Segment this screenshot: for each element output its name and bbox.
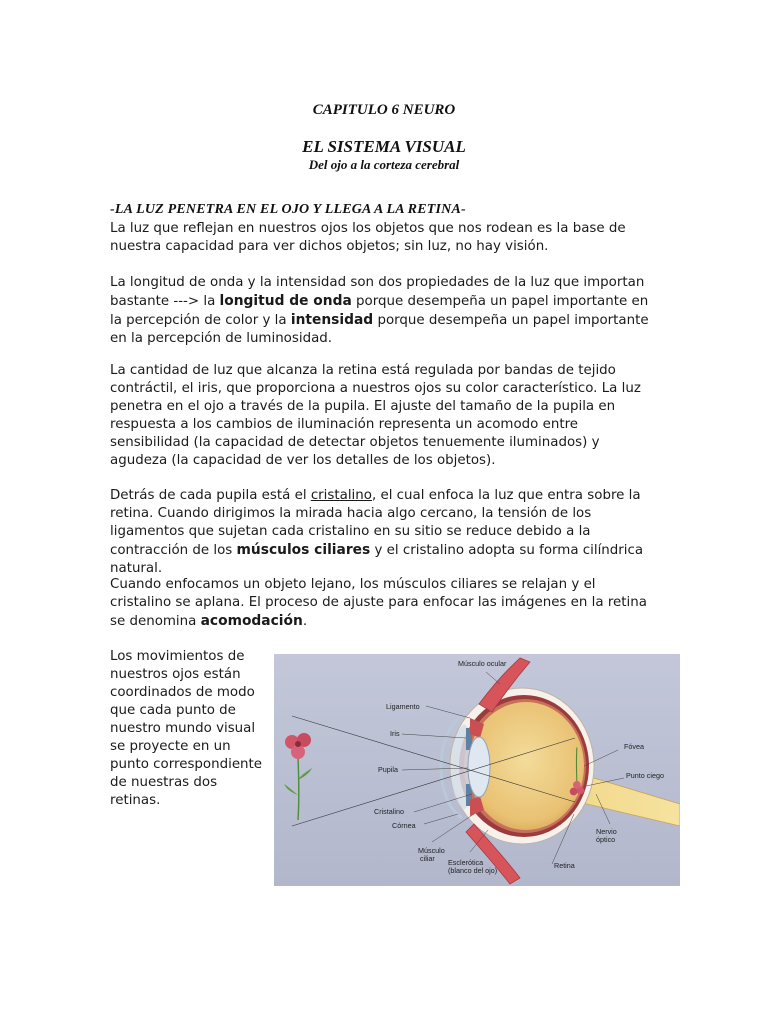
label-esclerotica-1: Esclerótica <box>448 858 484 867</box>
lens <box>468 737 490 797</box>
page-title: EL SISTEMA VISUAL <box>302 137 466 156</box>
label-cristalino: Cristalino <box>374 807 404 816</box>
label-nervio-1: Nervio <box>596 827 617 836</box>
label-musculo-ciliar-1: Músculo <box>418 846 445 855</box>
section-heading: -LA LUZ PENETRA EN EL OJO Y LLEGA A LA RETINA- <box>110 202 466 217</box>
paragraph-lens <box>110 487 655 578</box>
bold-term-intensity: intensidad <box>290 312 374 328</box>
label-nervio-2: óptico <box>596 835 616 844</box>
label-punto-ciego: Punto ciego <box>626 771 664 780</box>
underlined-term-lens: cristalino <box>310 488 372 503</box>
label-iris: Iris <box>390 729 400 738</box>
paragraph-wavelength-intensity <box>110 274 655 348</box>
text-run: , el cual enfoca la luz que entra sobre la retina. Cuando dirigimos la mirada hacia algo cercano, la tensión de los ligamentos que sujetan cada cristalino en su sitio se reduce debido a la contracción de los <box>110 488 641 558</box>
label-ligamento: Ligamento <box>386 702 420 711</box>
paragraph-light-vision: La luz que reflejan en nuestros ojos los objetos que nos rodean es la base de nuestra capacidad para ver dichos objetos; sin luz, no hay visión. <box>110 221 626 254</box>
label-pupila: Pupila <box>378 765 398 774</box>
text-run: Detrás de cada pupila está el <box>110 488 311 503</box>
bold-term-accommodation: acomodación <box>200 613 303 629</box>
label-esclerotica-2: (blanco del ojo) <box>448 866 498 875</box>
chapter-heading: CAPITULO 6 NEURO <box>312 102 456 118</box>
text-run: . <box>302 614 308 629</box>
paragraph-eye-movements: Los movimientos de nuestros ojos están coordinados de modo que cada punto de nuestro mundo visual se proyecte en un punto correspondiente de nuestras dos retinas. <box>110 649 263 808</box>
eye-anatomy-figure <box>274 654 680 886</box>
label-retina: Retina <box>554 861 575 870</box>
label-fovea: Fóvea <box>624 742 644 751</box>
paragraph-accommodation <box>110 576 655 631</box>
text-run: Cuando enfocamos un objeto lejano, los músculos ciliares se relajan y el cristalino se aplana. El proceso de ajuste para enfocar las imágenes en la retina se denomina <box>110 577 647 629</box>
text-run: y el cristalino adopta su forma cilíndrica natural. <box>110 543 644 576</box>
label-musculo-ocular: Músculo ocular <box>458 659 507 668</box>
text-run: porque desempeña un papel importante en la percepción de color y la <box>110 294 649 328</box>
label-cornea: Córnea <box>392 821 416 830</box>
bold-term-ciliary-muscles: músculos ciliares <box>236 542 371 558</box>
bold-term-wavelength: longitud de onda <box>219 293 352 309</box>
paragraph-iris-pupil: La cantidad de luz que alcanza la retina está regulada por bandas de tejido contráctil, el iris, que proporciona a nuestros ojos su color característico. La luz penetra en el ojo a través de la pupila. El ajuste del tamaño de la pupila en respuesta a los cambios de iluminación representa un acomodo entre sensibilidad (la capacidad de detectar objetos tenuemente iluminados) y agudeza (la capacidad de ver los detalles de los objetos). <box>110 363 641 468</box>
text-run: La longitud de onda y la intensidad son dos propiedades de la luz que importan bastante ---> la <box>110 275 645 309</box>
text-run: porque desempeña un papel importante en la percepción de luminosidad. <box>110 313 649 346</box>
label-musculo-ciliar-2: ciliar <box>420 854 435 863</box>
page-subtitle: Del ojo a la corteza cerebral <box>308 157 460 172</box>
